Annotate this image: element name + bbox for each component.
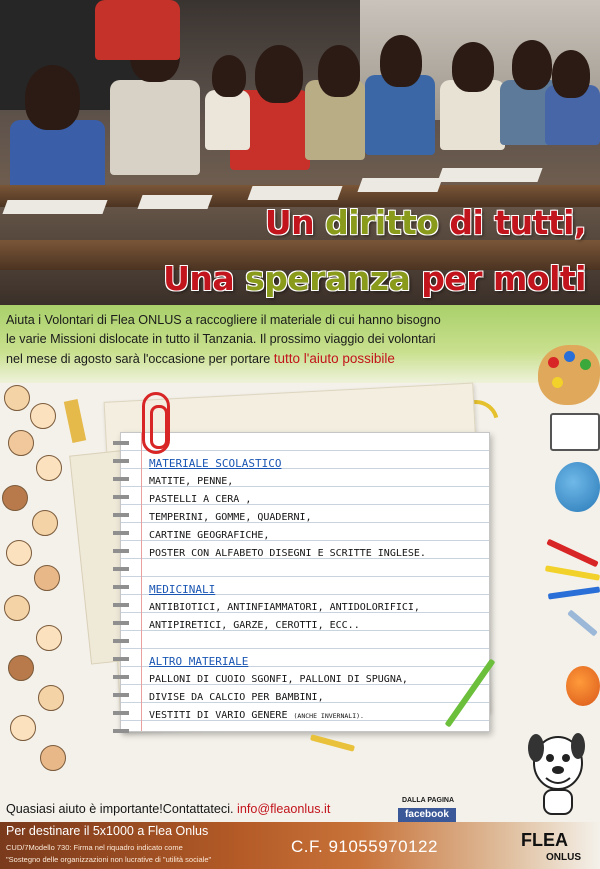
contact-line: Quasiasi aiuto è importante!Contattateci. info@fleaonlus.it bbox=[6, 802, 331, 816]
book-icon bbox=[550, 413, 600, 451]
decorative-children-column bbox=[0, 385, 70, 805]
child-face-icon bbox=[34, 565, 60, 591]
list-item: ANTIBIOTICI, ANTINFIAMMATORI, ANTIDOLORIFICI, bbox=[149, 602, 420, 613]
child-face-icon bbox=[40, 745, 66, 771]
dog-mascot-icon bbox=[520, 718, 596, 818]
flea-logo: FLEA bbox=[521, 830, 568, 850]
section-title-school: MATERIALE SCOLASTICO bbox=[149, 457, 282, 470]
child-face-icon bbox=[30, 403, 56, 429]
facebook-caption: DALLA PAGINA bbox=[401, 797, 455, 804]
child-face-icon bbox=[8, 655, 34, 681]
list-item: MATITE, PENNE, bbox=[149, 476, 234, 487]
list-item: CARTINE GEOGRAFICHE, bbox=[149, 530, 270, 541]
list-item: PASTELLI A CERA , bbox=[149, 494, 252, 505]
child-face-icon bbox=[36, 625, 62, 651]
list-item: PALLONI DI CUOIO SGONFI, PALLONI DI SPUGNA, bbox=[149, 674, 408, 685]
headline-line-1: Un diritto di tutti, bbox=[264, 203, 586, 242]
child-face-icon bbox=[4, 385, 30, 411]
tax-code: C.F. 91055970122 bbox=[291, 837, 438, 856]
clothing-note: (ANCHE INVERNALI). bbox=[293, 712, 364, 720]
intro-line-3: nel mese di agosto sarà l'occasione per portare tutto l'aiuto possibile bbox=[6, 351, 395, 366]
list-item: VESTITI DI VARIO GENERE (ANCHE INVERNALI). bbox=[149, 710, 364, 721]
section-title-medicine: MEDICINALI bbox=[149, 583, 216, 596]
magnifier-icon bbox=[567, 609, 598, 636]
list-item: DIVISE DA CALCIO PER BAMBINI, bbox=[149, 692, 324, 703]
section-title-other: ALTRO MATERIALE bbox=[149, 655, 249, 668]
paper-clip-icon bbox=[142, 392, 170, 454]
footer-instructions: CUD/7Modello 730: Firma nel riquadro indicato come bbox=[6, 843, 183, 852]
child-face-icon bbox=[36, 455, 62, 481]
list-item: ANTIPIRETICI, GARZE, CEROTTI, ECC.. bbox=[149, 620, 360, 631]
intro-highlight: tutto l'aiuto possibile bbox=[273, 351, 395, 366]
list-item: POSTER CON ALFABETO DISEGNI E SCRITTE INGLESE. bbox=[149, 548, 426, 559]
email-link[interactable]: info@fleaonlus.it bbox=[237, 802, 331, 816]
supplies-notebook bbox=[120, 432, 490, 732]
child-face-icon bbox=[6, 540, 32, 566]
intro-line-2: le varie Missioni dislocate in tutto il Tanzania. Il prossimo viaggio dei volontari bbox=[6, 332, 436, 346]
paint-palette-icon bbox=[538, 345, 600, 405]
pencil-icon bbox=[310, 734, 355, 751]
footer-instructions-2: "Sostegno delle organizzazioni non lucrative di "utilità sociale" bbox=[6, 855, 212, 864]
child-face-icon bbox=[2, 485, 28, 511]
child-face-icon bbox=[4, 595, 30, 621]
child-face-icon bbox=[8, 430, 34, 456]
footer-5x1000: Per destinare il 5x1000 a Flea Onlus bbox=[6, 824, 209, 838]
intro-line-1: Aiuta i Volontari di Flea ONLUS a raccogliere il materiale di cui hanno bisogno bbox=[6, 313, 441, 327]
crayon-icon bbox=[545, 565, 600, 580]
crayon-icon bbox=[548, 586, 600, 599]
ball-icon bbox=[566, 666, 600, 706]
child-face-icon bbox=[10, 715, 36, 741]
headline-line-2: Una speranza per molti bbox=[163, 259, 586, 298]
list-item: TEMPERINI, GOMME, QUADERNI, bbox=[149, 512, 312, 523]
intro-band bbox=[0, 305, 600, 383]
flea-logo-sub: ONLUS bbox=[546, 852, 581, 863]
facebook-button[interactable]: facebook bbox=[398, 808, 456, 822]
child-face-icon bbox=[32, 510, 58, 536]
crayon-icon bbox=[546, 539, 598, 568]
globe-icon bbox=[555, 462, 600, 512]
child-face-icon bbox=[38, 685, 64, 711]
